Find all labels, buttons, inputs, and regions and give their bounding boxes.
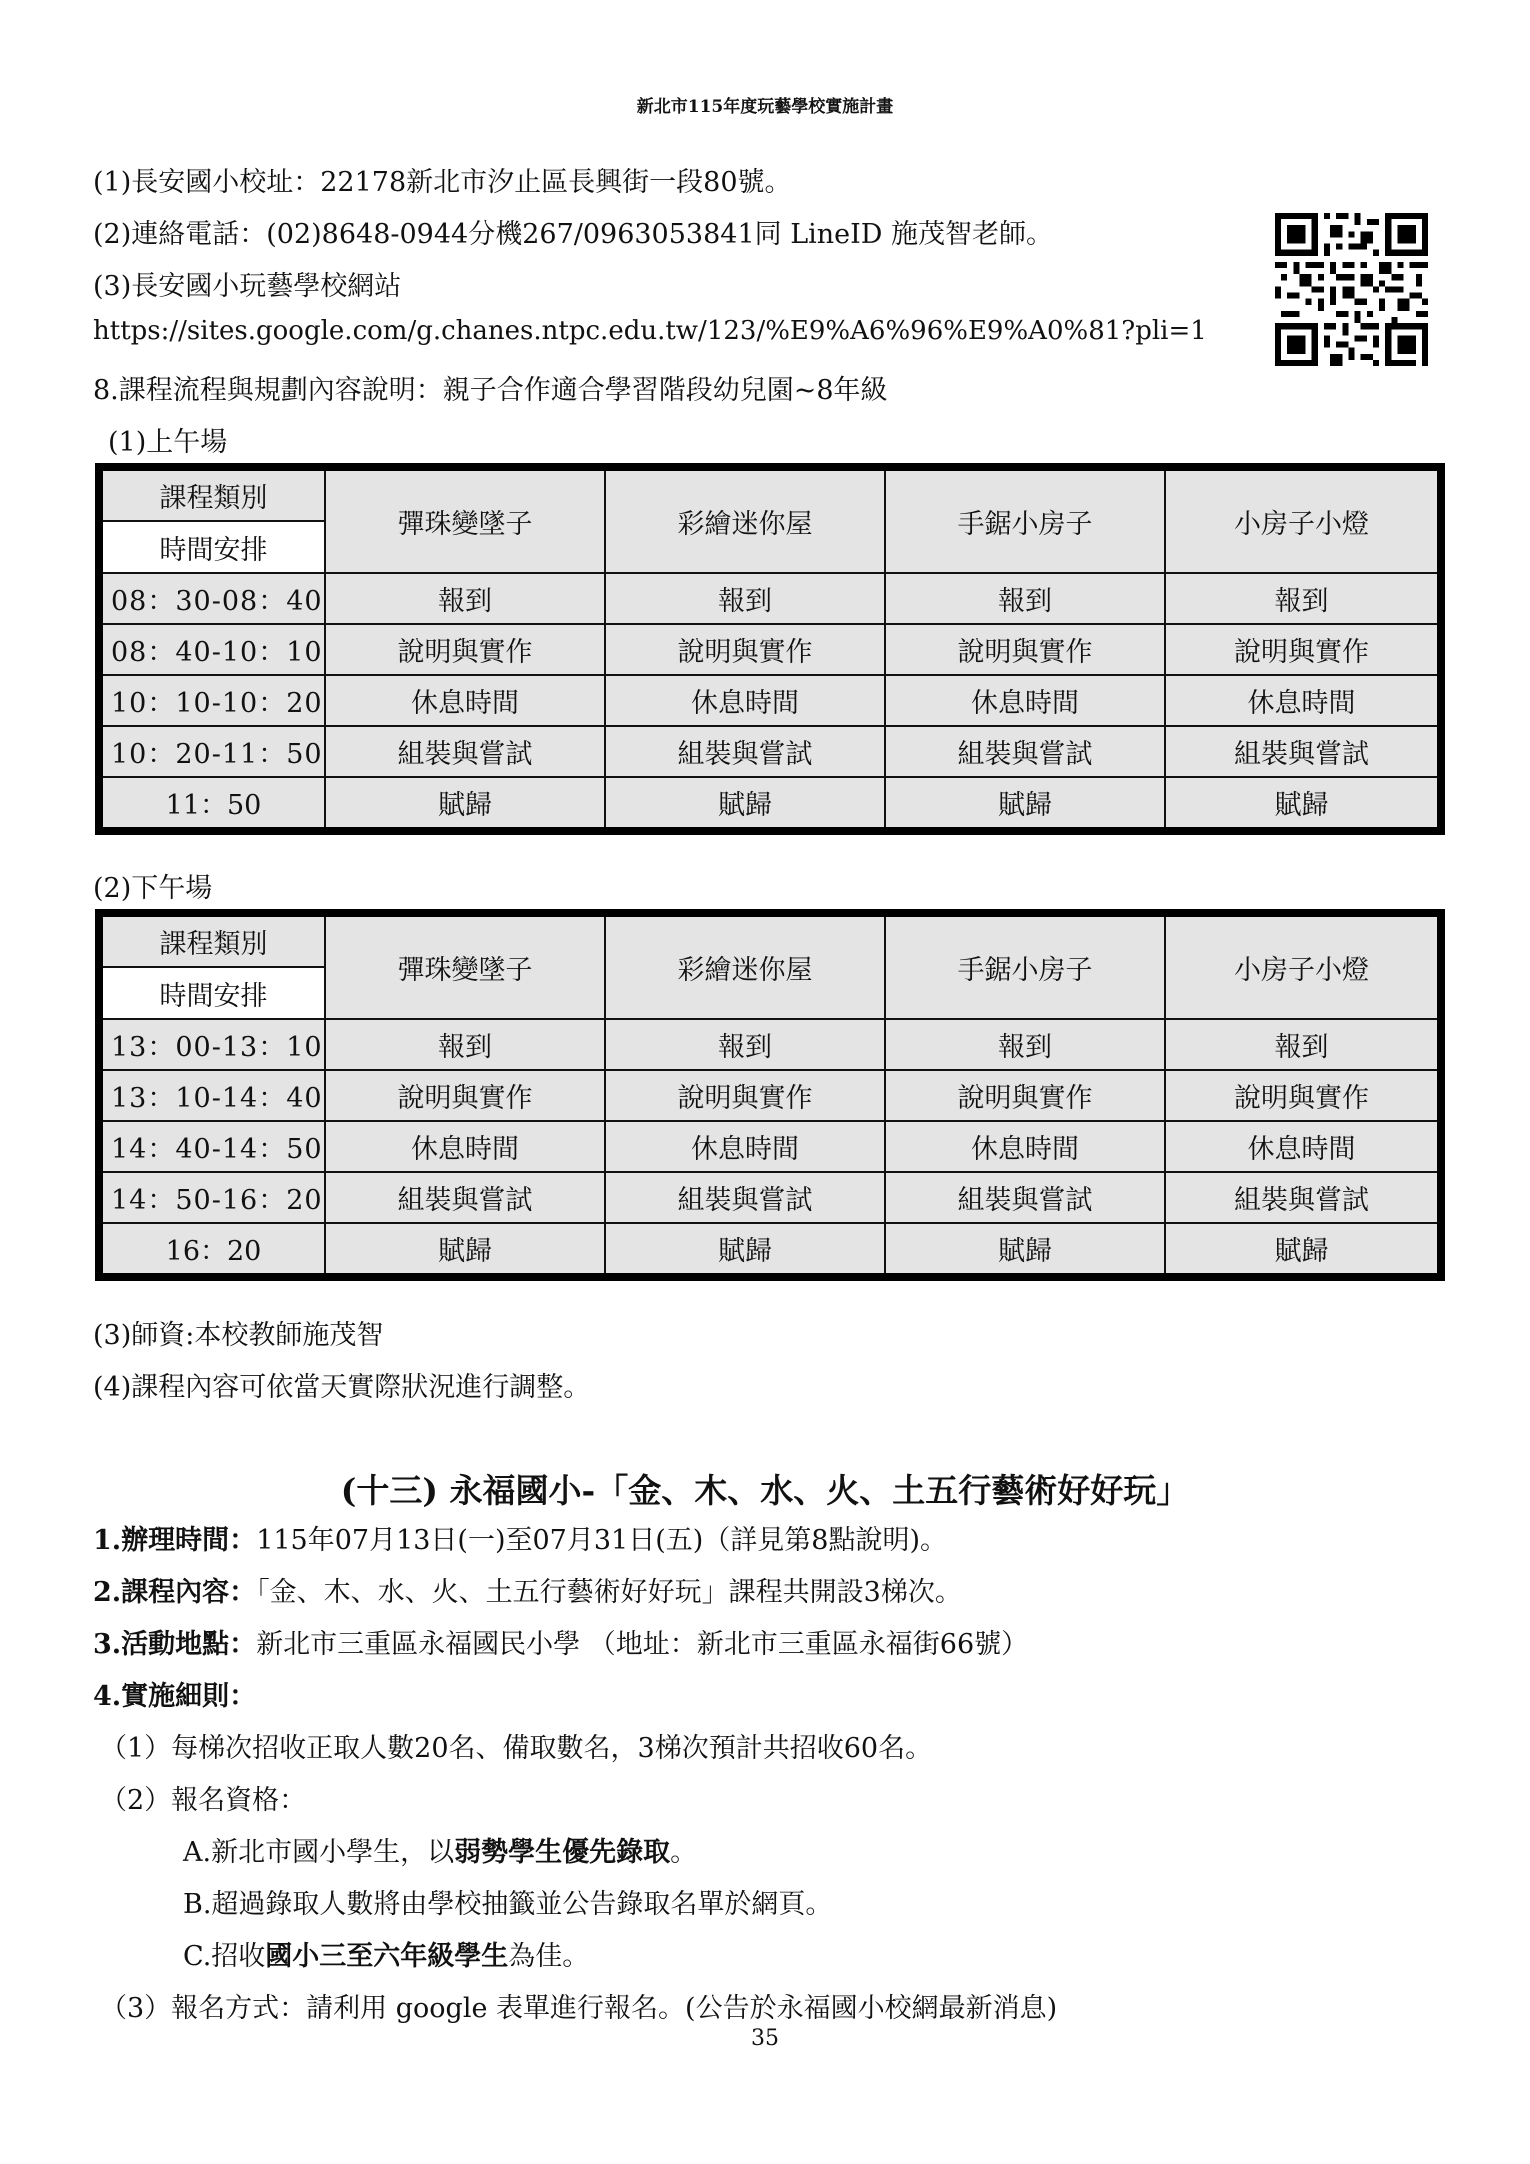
activity-cell: 報到 xyxy=(605,573,885,624)
category-header: 課程類別 xyxy=(99,467,325,521)
schedule-item xyxy=(93,1518,947,1557)
time-slot: 14：50-16：20 xyxy=(99,1172,325,1223)
activity-cell: 說明與實作 xyxy=(1165,624,1441,675)
course-header: 彈珠變墜子 xyxy=(325,913,605,1019)
activity-cell: 賦歸 xyxy=(1165,777,1441,831)
activity-cell: 休息時間 xyxy=(885,675,1165,726)
teacher-note: (3)師資:本校教師施茂智 xyxy=(93,1320,384,1351)
time-header: 時間安排 xyxy=(99,967,325,1019)
activity-cell: 休息時間 xyxy=(325,1121,605,1172)
website-label-line: (3)長安國小玩藝學校網站 xyxy=(93,271,402,302)
activity-cell: 賦歸 xyxy=(885,1223,1165,1277)
activity-cell: 報到 xyxy=(1165,573,1441,624)
activity-cell: 報到 xyxy=(1165,1019,1441,1070)
table-row xyxy=(99,1121,1441,1172)
activity-cell: 休息時間 xyxy=(885,1121,1165,1172)
item-label: 2.課程內容： xyxy=(93,1577,257,1608)
activity-cell: 報到 xyxy=(325,1019,605,1070)
activity-cell: 說明與實作 xyxy=(885,1070,1165,1121)
activity-cell: 休息時間 xyxy=(605,1121,885,1172)
morning-session-label: (1)上午場 xyxy=(108,427,228,458)
table-row xyxy=(99,1172,1441,1223)
rule-text: C.招收 xyxy=(183,1941,266,1972)
activity-cell: 休息時間 xyxy=(605,675,885,726)
activity-cell: 賦歸 xyxy=(1165,1223,1441,1277)
time-slot: 16：20 xyxy=(99,1223,325,1277)
course-header: 彈珠變墜子 xyxy=(325,467,605,573)
school-address-line: (1)長安國小校址：22178新北市汐止區長興街一段80號。 xyxy=(93,167,792,198)
activity-cell: 休息時間 xyxy=(1165,1121,1441,1172)
location-item xyxy=(93,1622,1028,1661)
course-header: 手鋸小房子 xyxy=(885,467,1165,573)
time-slot: 14：40-14：50 xyxy=(99,1121,325,1172)
rule-quota: （1）每梯次招收正取人數20名、備取數名，3梯次預計共招收60名。 xyxy=(100,1733,933,1764)
time-slot: 10：10-10：20 xyxy=(99,675,325,726)
rule-emphasis: 弱勢學生優先錄取 xyxy=(454,1837,671,1868)
activity-cell: 組裝與嘗試 xyxy=(325,726,605,777)
course-header: 小房子小燈 xyxy=(1165,913,1441,1019)
afternoon-session-label: (2)下午場 xyxy=(93,873,213,904)
rule-eligibility-c xyxy=(183,1934,589,1973)
course-header: 彩繪迷你屋 xyxy=(605,913,885,1019)
activity-cell: 報到 xyxy=(605,1019,885,1070)
rule-eligibility: （2）報名資格： xyxy=(100,1785,307,1816)
category-header: 課程類別 xyxy=(99,913,325,967)
table-row xyxy=(99,1019,1441,1070)
item-text: 115年07月13日(一)至07月31日(五)（詳見第8點說明)。 xyxy=(256,1525,947,1556)
activity-cell: 賦歸 xyxy=(885,777,1165,831)
qr-code-icon xyxy=(1275,213,1428,366)
activity-cell: 組裝與嘗試 xyxy=(1165,726,1441,777)
table-row xyxy=(99,624,1441,675)
rule-eligibility-b: B.超過錄取人數將由學校抽籤並公告錄取名單於網頁。 xyxy=(183,1889,833,1920)
rules-heading: 4.實施細則： xyxy=(93,1681,257,1712)
website-url[interactable]: https://sites.google.com/g.chanes.ntpc.edu.tw/123/%E9%A6%96%E9%A0%81?pli=1 xyxy=(93,316,1207,346)
item-text: 新北市三重區永福國民小學 （地址：新北市三重區永福街66號） xyxy=(256,1629,1029,1660)
activity-cell: 說明與實作 xyxy=(885,624,1165,675)
section-title: (十三) 永福國小-「金、木、水、火、土五行藝術好好玩」 xyxy=(340,1471,1190,1510)
rule-emphasis: 國小三至六年級學生 xyxy=(265,1941,509,1972)
time-slot: 11：50 xyxy=(99,777,325,831)
table-row xyxy=(99,1223,1441,1277)
time-slot: 13：10-14：40 xyxy=(99,1070,325,1121)
afternoon-schedule-table xyxy=(95,909,1445,1281)
time-slot: 08：30-08：40 xyxy=(99,573,325,624)
rule-eligibility-a xyxy=(183,1830,697,1869)
table-row xyxy=(99,726,1441,777)
item-label: 3.活動地點： xyxy=(93,1629,257,1660)
activity-cell: 休息時間 xyxy=(325,675,605,726)
time-slot: 13：00-13：10 xyxy=(99,1019,325,1070)
activity-cell: 賦歸 xyxy=(325,1223,605,1277)
activity-cell: 說明與實作 xyxy=(605,624,885,675)
activity-cell: 報到 xyxy=(885,1019,1165,1070)
activity-cell: 組裝與嘗試 xyxy=(1165,1172,1441,1223)
page-number: 35 xyxy=(751,2026,779,2051)
course-header: 手鋸小房子 xyxy=(885,913,1165,1019)
activity-cell: 賦歸 xyxy=(325,777,605,831)
activity-cell: 賦歸 xyxy=(605,777,885,831)
table-row xyxy=(99,1070,1441,1121)
rule-registration: （3）報名方式：請利用 google 表單進行報名。(公告於永福國小校網最新消息) xyxy=(100,1993,1058,2024)
activity-cell: 說明與實作 xyxy=(1165,1070,1441,1121)
activity-cell: 組裝與嘗試 xyxy=(325,1172,605,1223)
time-header: 時間安排 xyxy=(99,521,325,573)
time-slot: 08：40-10：10 xyxy=(99,624,325,675)
table-row xyxy=(99,675,1441,726)
activity-cell: 組裝與嘗試 xyxy=(605,1172,885,1223)
rule-text: 。 xyxy=(670,1837,698,1868)
rule-text: 為佳。 xyxy=(508,1941,590,1972)
activity-cell: 報到 xyxy=(885,573,1165,624)
contact-phone-line: (2)連絡電話：(02)8648-0944分機267/0963053841同 LineID 施茂智老師。 xyxy=(93,219,1054,250)
adjustment-note: (4)課程內容可依當天實際狀況進行調整。 xyxy=(93,1372,591,1403)
activity-cell: 組裝與嘗試 xyxy=(885,726,1165,777)
activity-cell: 賦歸 xyxy=(605,1223,885,1277)
item-text: 「金、木、水、火、土五行藝術好好玩」課程共開設3梯次。 xyxy=(256,1577,962,1608)
page-header: 新北市115年度玩藝學校實施計畫 xyxy=(636,97,894,117)
morning-schedule-table xyxy=(95,463,1445,835)
time-slot: 10：20-11：50 xyxy=(99,726,325,777)
content-item xyxy=(93,1570,962,1609)
course-flow-heading: 8.課程流程與規劃內容說明：親子合作適合學習階段幼兒園~8年級 xyxy=(93,375,888,406)
table-row xyxy=(99,777,1441,831)
rule-text: A.新北市國小學生，以 xyxy=(183,1837,455,1868)
activity-cell: 說明與實作 xyxy=(605,1070,885,1121)
course-header: 彩繪迷你屋 xyxy=(605,467,885,573)
activity-cell: 報到 xyxy=(325,573,605,624)
activity-cell: 說明與實作 xyxy=(325,624,605,675)
activity-cell: 組裝與嘗試 xyxy=(605,726,885,777)
activity-cell: 休息時間 xyxy=(1165,675,1441,726)
activity-cell: 組裝與嘗試 xyxy=(885,1172,1165,1223)
item-label: 1.辦理時間： xyxy=(93,1525,257,1556)
table-row xyxy=(99,573,1441,624)
activity-cell: 說明與實作 xyxy=(325,1070,605,1121)
course-header: 小房子小燈 xyxy=(1165,467,1441,573)
